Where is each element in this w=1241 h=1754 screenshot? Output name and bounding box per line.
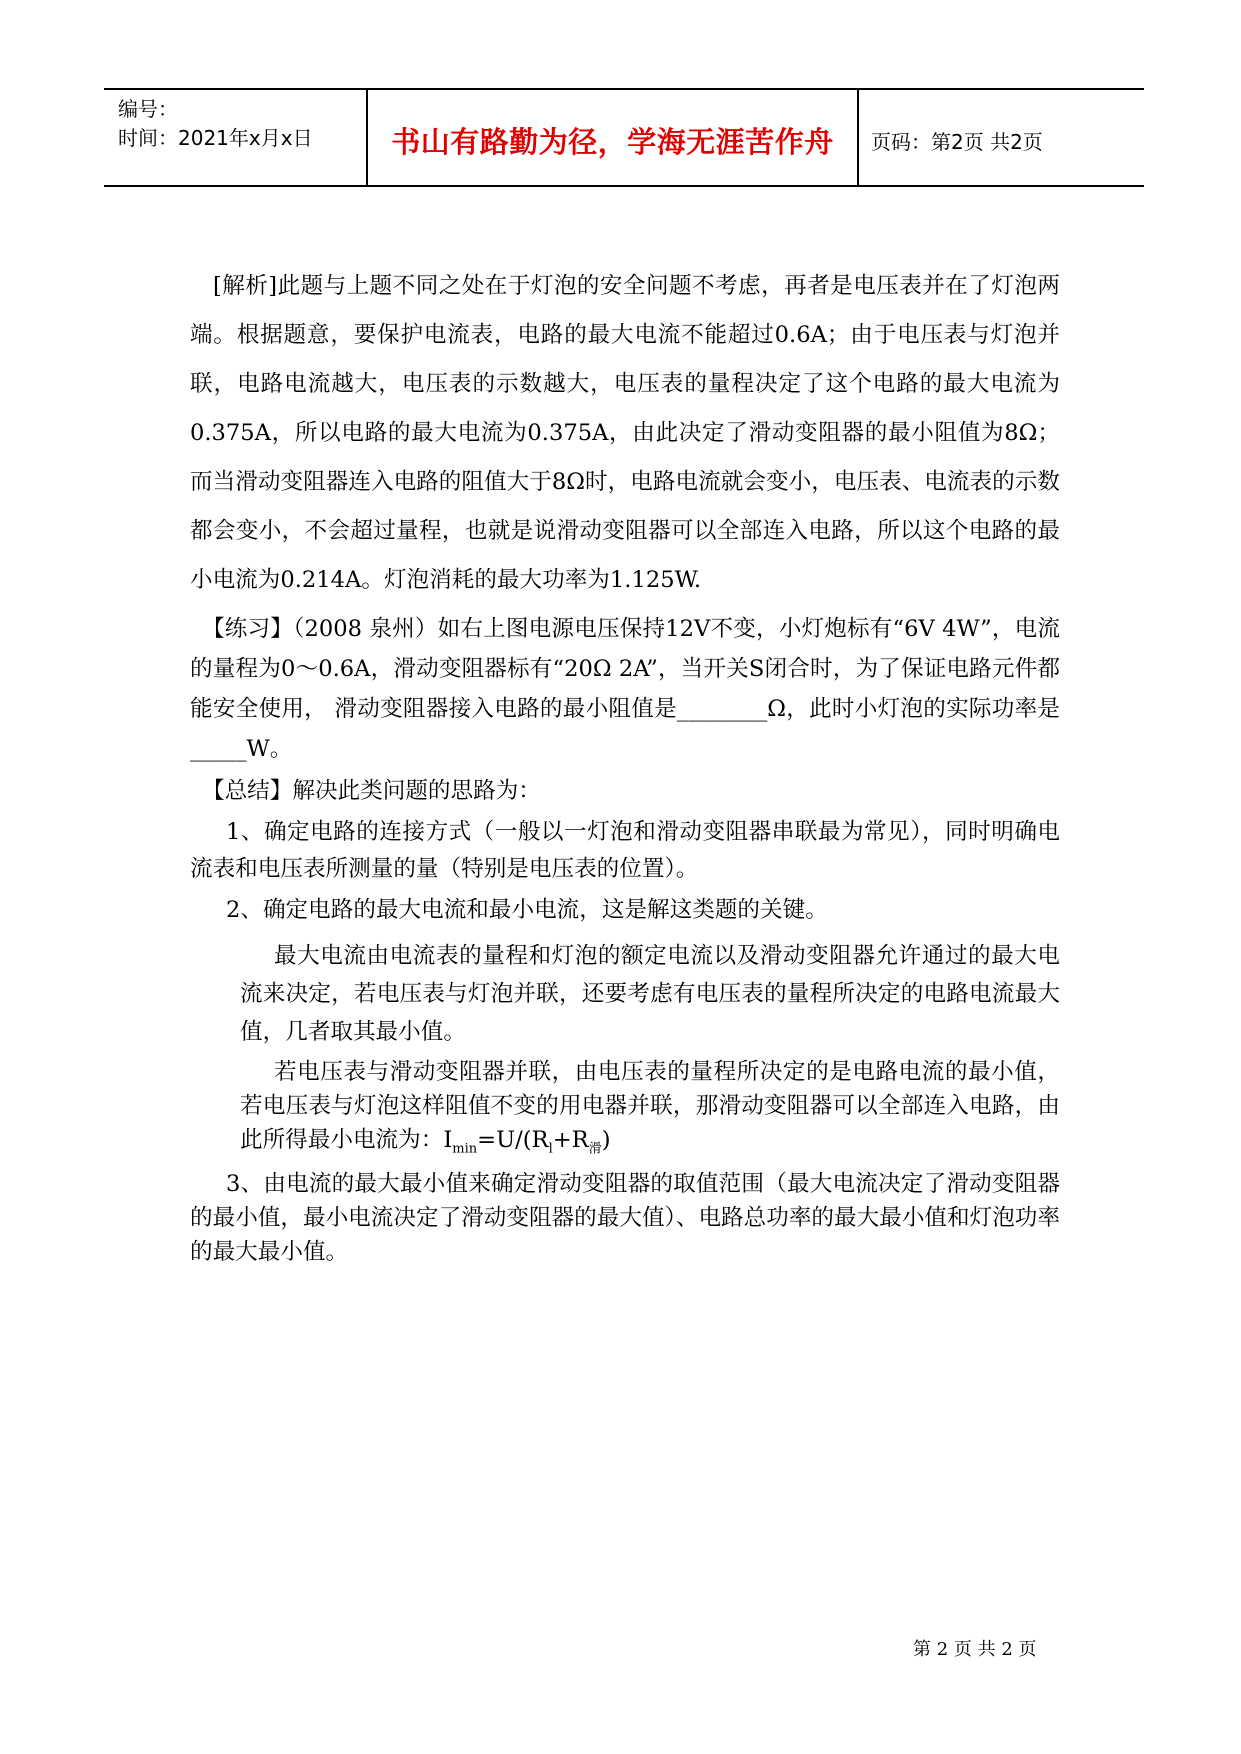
formula-subscript-hua: 滑 (588, 1141, 602, 1157)
exercise-paragraph: 【练习】（2008 泉州）如右上图电源电压保持12V不变，小灯炮标有“6V 4W”，电流的量程为0～0.6A，滑动变阻器标有“20Ω 2A”，当开关S闭合时，为了保证电路元件都能安全使用， 滑动变阻器接入电路的最小阻值是________Ω，此时小灯泡的实际功率是_____W。 (190, 616, 1060, 762)
document-number-label: 编号： (118, 97, 178, 121)
header-left-cell (104, 90, 368, 185)
formula-closing-paren: ) (601, 1127, 611, 1153)
analysis-paragraph: [解析]此题与上题不同之处在于灯泡的安全问题不考虑，再者是电压表并在了灯泡两端。根据题意，要保护电流表，电路的最大电流不能超过0.6A；由于电压表与灯泡并联，电路电流越大，电压表的示数越大，电压表的量程决定了这个电路的最大电流为0.375A，所以电路的最大电流为0.375A，由此决定了滑动变阻器的最小阻值为8Ω；而当滑动变阻器连入电路的阻值大于8Ω时，电路电流就会变小，电压表、电流表的示数都会变小，不会超过量程，也就是说滑动变阻器可以全部连入电路，所以这个电路的最小电流为0.214A。灯泡消耗的最大功率为1.125W. (190, 273, 1060, 593)
formula-subscript-min: min (452, 1141, 478, 1157)
min-current-formula (443, 1127, 611, 1157)
step-2-min-current-paragraph (240, 1055, 1060, 1167)
step-2-heading: 2、确定电路的最大电流和最小电流，这是解这类题的关键。 (226, 897, 828, 923)
header-motto: 书山有路勤为径，学海无涯苦作舟 (391, 125, 834, 159)
step-2-details (240, 937, 1060, 1167)
page-footer: 第 2 页 共 2 页 (913, 1639, 1037, 1660)
formula-part-u-over-r: =U/(R (477, 1127, 549, 1153)
step-2-max-current-paragraph: 最大电流由电流表的量程和灯泡的额定电流以及滑动变阻器允许通过的最大电流来决定，若电压表与灯泡并联，还要考虑有电压表的量程所决定的电路电流最大值，几者取其最小值。 (240, 943, 1060, 1045)
header-middle-cell (368, 90, 859, 185)
summary-title: 【总结】解决此类问题的思路为： (202, 778, 541, 804)
step-3-paragraph: 3、由电流的最大最小值来确定滑动变阻器的取值范围（最大电流决定了滑动变阻器的最小值，最小电流决定了滑动变阻器的最大值）、电路总功率的最大最小值和灯泡功率的最大最小值。 (190, 1170, 1060, 1265)
document-body (190, 262, 1060, 1269)
formula-subscript-l: l (548, 1141, 553, 1157)
header-right-cell (859, 90, 1144, 185)
document-header (104, 88, 1144, 187)
step-1-paragraph: 1、确定电路的连接方式（一般以一灯泡和滑动变阻器串联最为常见），同时明确电流表和电压表所测量的量（特别是电压表的位置）。 (190, 819, 1060, 882)
formula-symbol-i: I (443, 1127, 453, 1153)
header-page-number: 页码：第2页 共2页 (871, 130, 1043, 154)
formula-part-plus-r: +R (552, 1127, 589, 1153)
min-current-text: 若电压表与滑动变阻器并联，由电压表的量程所决定的是电路电流的最小值，若电压表与灯泡这样阻值不变的用电器并联，那滑动变阻器可以全部连入电路，由此所得最小电流为： (240, 1059, 1060, 1153)
document-time-label: 时间：2021年x月x日 (118, 126, 313, 150)
